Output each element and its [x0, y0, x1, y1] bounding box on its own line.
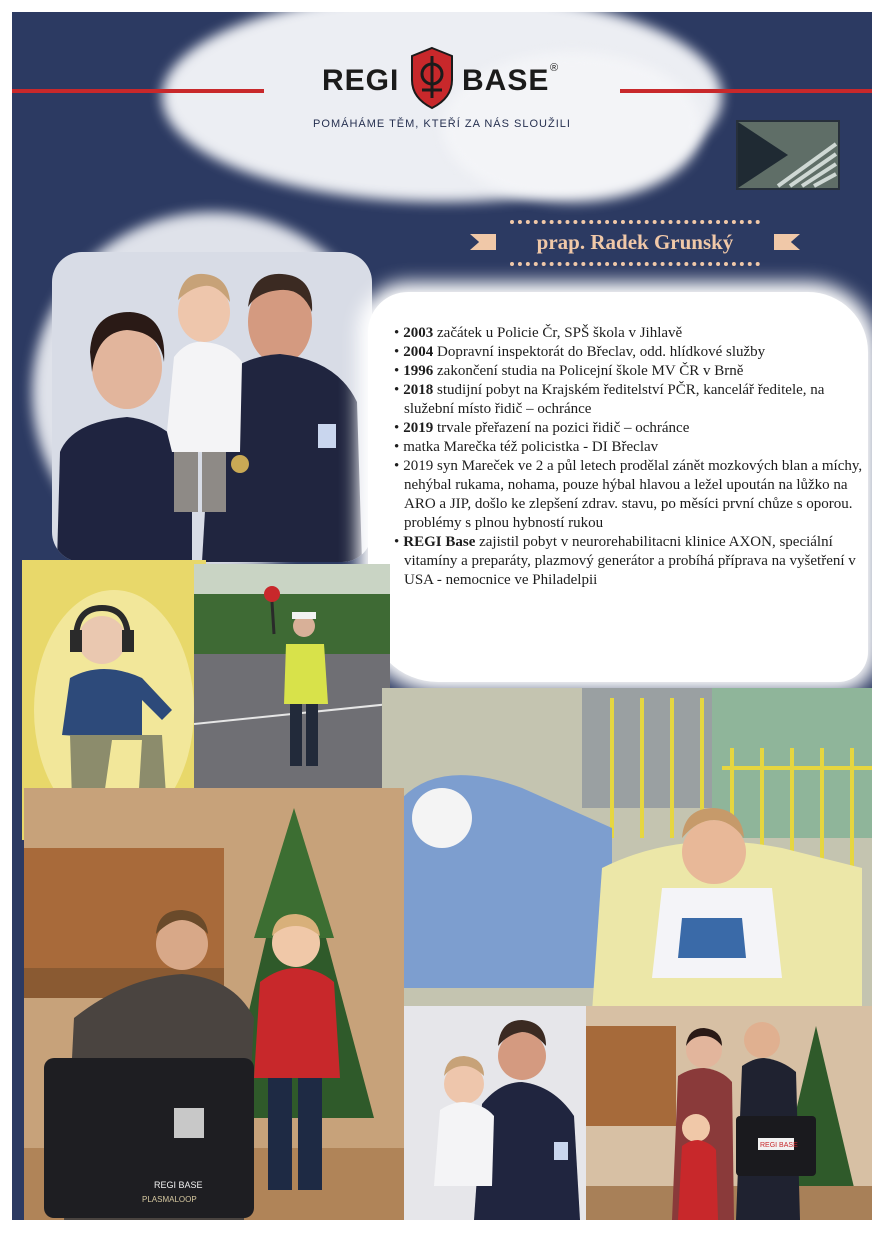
person-name: prap. Radek Grunský — [536, 230, 734, 254]
shield-icon — [408, 46, 456, 110]
handover-photo — [586, 1006, 872, 1220]
bio-item: • REGI Base zajistil pobyt v neurorehabilitacni klinice AXON, speciální vitamíny a preparáty, plazmový generátor a probíhá příprava na vyšetření v USA - nemocnice ve Philadelpii — [394, 533, 864, 590]
bio-item: • 2018 studijní pobyt na Krajském ředitelství PČR, kancelář ředitele, na služební místo řidič – ochránce — [394, 381, 864, 419]
bio-item: • 2019 trvale přeřazení na pozici řidič – ochránce — [394, 419, 864, 438]
device-name-text: PLASMALOOP — [142, 1195, 197, 1204]
ribbon-dots-top — [510, 220, 760, 228]
ribbon-dots-bottom — [510, 262, 760, 270]
registered-mark: ® — [550, 62, 559, 74]
bio-item: • 2003 začátek u Policie Čr, SPŠ škola v Jihlavě — [394, 324, 864, 343]
logo-text-right: BASE — [462, 64, 550, 97]
biography-list — [394, 324, 864, 590]
christmas-photo — [24, 788, 404, 1220]
name-ribbon — [470, 214, 800, 270]
traffic-police-photo — [194, 564, 390, 788]
case-small-logo-text: REGI BASE — [760, 1142, 798, 1149]
bio-item: • matka Marečka též policistka - DI Břeclav — [394, 438, 864, 457]
poster — [12, 12, 872, 1220]
regibase-logo — [322, 46, 562, 126]
bio-item: • 2004 Dopravní inspektorát do Břeclav, odd. hlídkové služby — [394, 343, 864, 362]
bio-item: • 2019 syn Mareček ve 2 a půl letech prodělal zánět mozkových blan a míchy, nehýbal rukama, nohama, pouze hýbal hlavou a ležel upoután na lůžko na ARO a JIP, došlo ke zlepšení zdrav. stavu, po měsíci první chůze s oporou. problémy s plnou hybností rukou — [394, 457, 864, 533]
bio-item: • 1996 zakončení studia na Policejní škole MV ČR v Brně — [394, 362, 864, 381]
military-rank-patch — [736, 120, 840, 190]
family-portrait-photo — [52, 252, 372, 562]
case-logo-text: REGI BASE — [154, 1180, 203, 1190]
header-rule-right — [620, 89, 872, 93]
header-rule-left — [12, 89, 264, 93]
father-son-photo — [404, 1006, 586, 1220]
logo-text-left: REGI — [322, 64, 400, 97]
hospital-photo — [382, 688, 872, 1012]
tagline: POMÁHÁME TĚM, KTEŘÍ ZA NÁS SLOUŽILI — [313, 118, 571, 130]
